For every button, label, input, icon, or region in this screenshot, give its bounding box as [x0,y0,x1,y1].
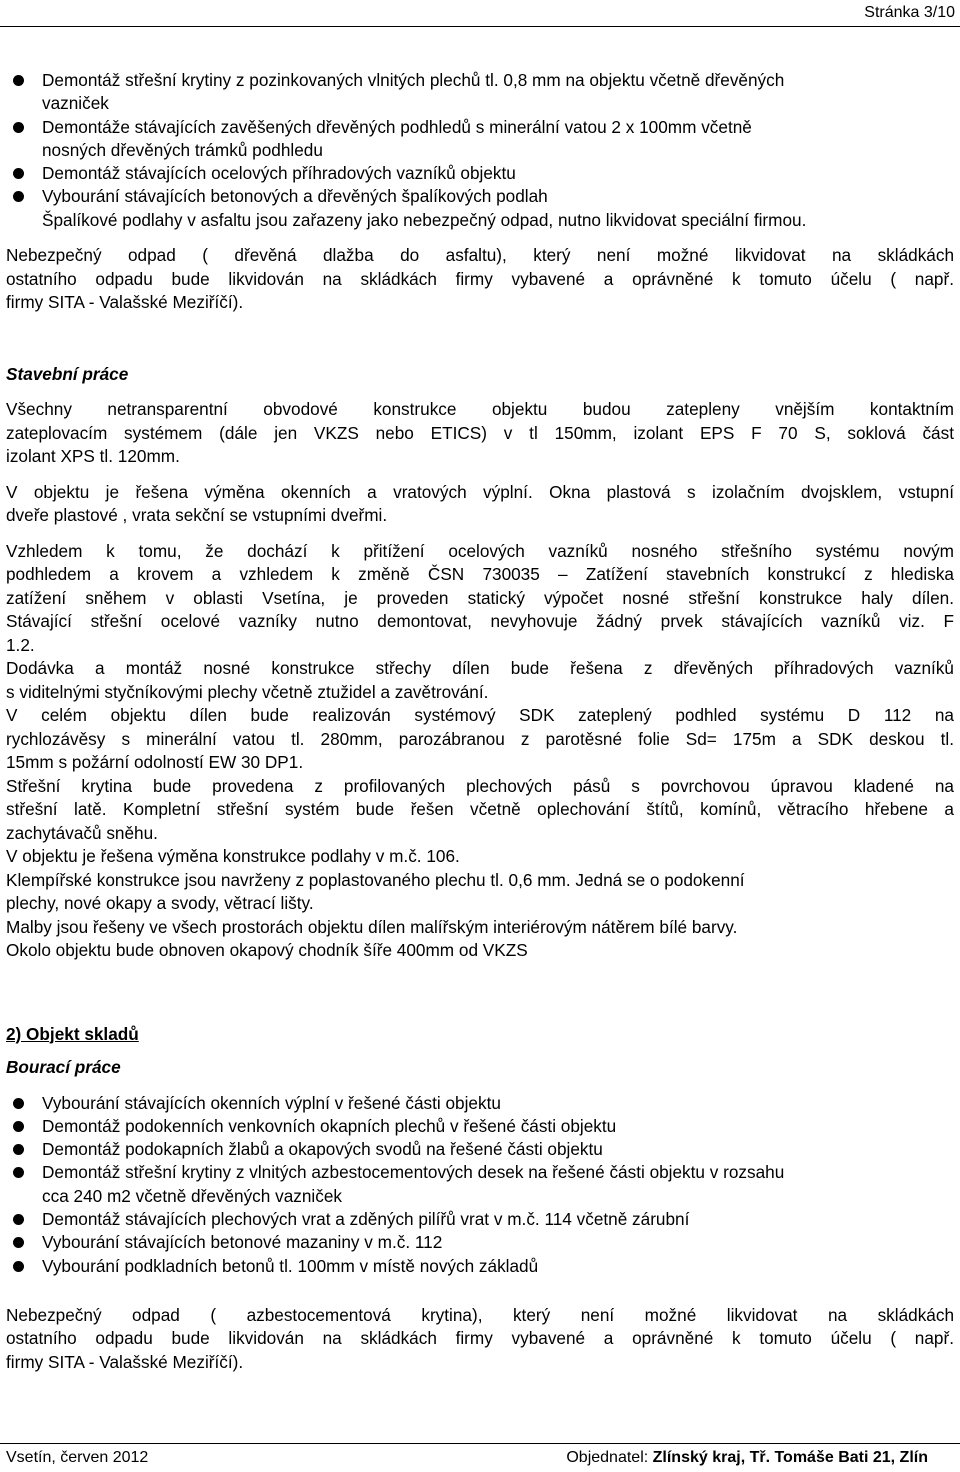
list-item: Vybourání stávajících betonové mazaniny v m.č. 112 [6,1231,954,1254]
text-line: Všechny netransparentní obvodové konstrukce objektu budou zatepleny vnějším kontaktním [6,399,954,420]
text-line: Nebezpečný odpad ( azbestocementová krytina), který není možné likvidovat na skládkách [6,1304,954,1325]
text-line: zatížení sněhem v oblasti Vsetína, je proveden statický výpočet nosné střešní konstrukce haly dílen. [6,587,954,608]
list-item: Demontáž podokenních venkovních okapních plechů v řešené části objektu [6,1115,954,1138]
list-item: Vybourání stávajících okenních výplní v řešené části objektu [6,1092,954,1115]
page-header [0,0,960,27]
footer-client-label: Objednatel: [566,1449,653,1466]
list-item: Demontáž stávajících ocelových příhradových vazníků objektu [6,162,954,185]
text-line: 15mm s požární odolností EW 30 DP1. [6,752,304,773]
text-line: zateplovacím systémem (dále jen VKZS nebo ETICS) v tl 150mm, izolant EPS F 70 S, soklová část [6,422,954,443]
page-footer [0,1443,960,1472]
footer-place-date: Vsetín, červen 2012 [6,1449,149,1466]
text-line: firmy SITA - Valašské Meziříčí). [6,1351,244,1372]
demolition-note: Špalíkové podlahy v asfaltu jsou zařazeny jako nebezpečný odpad, nutno likvidovat speciální firmou. [42,209,807,230]
section-title-demolition: Bourací práce [6,1057,121,1078]
paragraph-roof [6,540,954,963]
page-number: Stránka 3/10 [864,4,955,21]
hazard-paragraph-1 [6,244,954,315]
text-line: zachytávačů sněhu. [6,822,158,843]
text-line: Vzhledem k tomu, že dochází k přitížení ocelových vazníků nosného střešního systému novým [6,540,954,561]
text-line: izolant XPS tl. 120mm. [6,446,180,467]
text-line: střešní latě. Kompletní střešní systém bude řešen včetně oplechování štítů, komínů, větracího hřebene a [6,799,954,820]
text-line: 1.2. [6,634,35,655]
text-line: ostatního odpadu bude likvidován na skládkách firmy vybavené a oprávněné k tomuto účelu ( např. [6,1328,954,1349]
list-item: Demontáž podokapních žlabů a okapových svodů na řešené části objektu [6,1138,954,1161]
text-line: V objektu je řešena výměna okenních a vratových výplní. Okna plastová s izolačním dvojsklem, vstupní [6,481,954,502]
text-line: Klempířské konstrukce jsou navrženy z poplastovaného plechu tl. 0,6 mm. Jedná se o podokenní [6,869,745,890]
list-item: Demontáž střešní krytiny z pozinkovaných vlnitých plechů tl. 0,8 mm na objektu včetně dřevěných vazniček [6,69,954,116]
text-line: rychlozávěsy s minerální vatou tl. 280mm, parozábranou z parotěsné folie Sd= 175m a SDK deskou tl. [6,728,954,749]
text-line: Okolo objektu bude obnoven okapový chodník šíře 400mm od VKZS [6,940,528,961]
text-line: ostatního odpadu bude likvidován na skládkách firmy vybavené a oprávněné k tomuto účelu ( např. [6,268,954,289]
section-title-warehouse: 2) Objekt skladů [6,1023,139,1044]
text-line: Dodávka a montáž nosné konstrukce střechy dílen bude řešena z dřevěných příhradových vazníků [6,658,954,679]
list-item: Vybourání stávajících betonových a dřevěných špalíkových podlah [6,185,954,208]
document-body [6,69,954,1374]
text-line: podhledem a krovem a vzhledem k změně ČSN 730035 – Zatížení stavebních konstrukcí z hlediska [6,564,954,585]
text-line: Malby jsou řešeny ve všech prostorách objektu dílen malířským interiérovým nátěrem bílé barvy. [6,916,738,937]
paragraph-windows [6,481,954,528]
text-line: V objektu je řešena výměna konstrukce podlahy v m.č. 106. [6,846,460,867]
demolition-list-1 [6,69,954,232]
section-title-construction: Stavební práce [6,363,129,384]
text-line: dveře plastové , vrata sekční se vstupními dveřmi. [6,505,388,526]
text-line: V celém objektu dílen bude realizován systémový SDK zateplený podhled systému D 112 na [6,705,954,726]
list-item: Demontáž stávajících plechových vrat a zděných pilířů vrat v m.č. 114 včetně zárubní [6,1208,954,1231]
text-line: Nebezpečný odpad ( dřevěná dlažba do asfaltu), který není možné likvidovat na skládkách [6,245,954,266]
text-line: Střešní krytina bude provedena z profilovaných plechových pásů s povrchovou úpravou kladené na [6,775,954,796]
text-line: firmy SITA - Valašské Meziříčí). [6,292,244,313]
footer-client-name: Zlínský kraj, Tř. Tomáše Bati 21, Zlín [652,1449,928,1466]
hazard-paragraph-2 [6,1304,954,1375]
list-item: Demontáž střešní krytiny z vlnitých azbestocementových desek na řešené části objektu v rozsahu cca 240 m2 včetně dřevěných vazniček [6,1161,954,1208]
footer-client [566,1449,928,1467]
paragraph-insulation [6,398,954,469]
text-line: Stávající střešní ocelové vazníky nutno demontovat, nevyhovuje žádný prvek stávajících vazníků viz. F [6,611,954,632]
text-line: s viditelnými styčníkovými plechy včetně ztužidel a zavětrování. [6,681,489,702]
list-item: Vybourání podkladních betonů tl. 100mm v místě nových základů [6,1255,954,1278]
list-item: Demontáže stávajících zavěšených dřevěných podhledů s minerální vatou 2 x 100mm včetně nosných dřevěných trámků podhledu [6,116,954,163]
demolition-list-2 [6,1092,954,1278]
text-line: plechy, nové okapy a svody, větrací lišty. [6,893,314,914]
